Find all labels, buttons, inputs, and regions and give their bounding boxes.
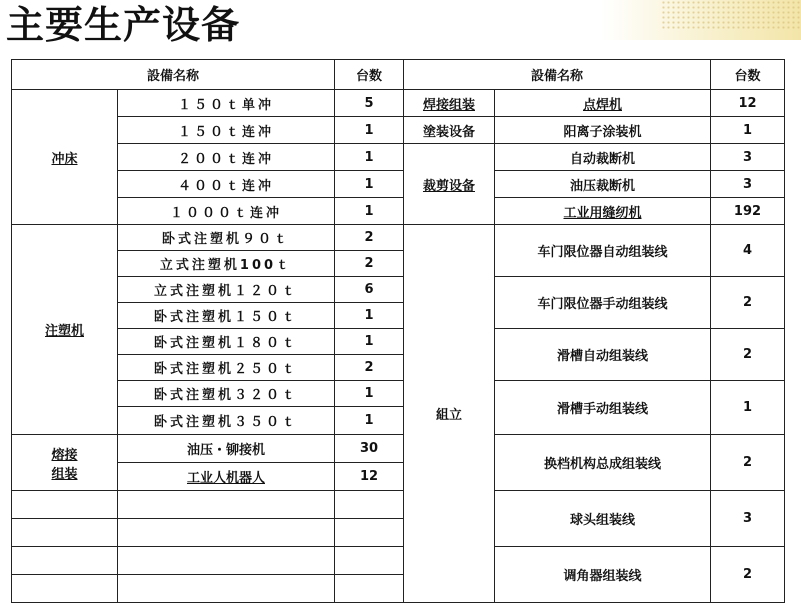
empty-cell — [12, 575, 118, 603]
item-name: 车门限位器自动组装线 — [495, 225, 711, 277]
equipment-table-wrapper — [11, 59, 785, 603]
item-count: 1 — [335, 381, 404, 407]
empty-cell — [118, 547, 335, 575]
item-name: １５０ｔ单冲 — [118, 90, 335, 117]
table-row — [12, 144, 785, 171]
item-count: 5 — [335, 90, 404, 117]
category-weld: 焊接组装 — [404, 90, 495, 117]
empty-cell — [335, 547, 404, 575]
item-name: 阳离子涂装机 — [495, 117, 711, 144]
item-count: 2 — [711, 277, 785, 329]
item-name: 球头组装线 — [495, 491, 711, 547]
item-count: 12 — [335, 463, 404, 491]
item-name: 卧式注塑机３５０ｔ — [118, 407, 335, 435]
table-row — [12, 435, 785, 463]
table-row — [12, 225, 785, 251]
item-count: 12 — [711, 90, 785, 117]
page-title: 主要生产设备 — [6, 3, 241, 47]
item-name: 滑槽手动组装线 — [495, 381, 711, 435]
item-count: 2 — [335, 225, 404, 251]
empty-cell — [12, 491, 118, 519]
item-count: 1 — [711, 381, 785, 435]
item-name: １０００ｔ连冲 — [118, 198, 335, 225]
item-name: 调角器组装线 — [495, 547, 711, 603]
item-count: 192 — [711, 198, 785, 225]
item-name: 点焊机 — [495, 90, 711, 117]
empty-cell — [12, 547, 118, 575]
empty-cell — [335, 491, 404, 519]
table-row — [12, 90, 785, 117]
item-name: 卧式注塑机１８０ｔ — [118, 329, 335, 355]
item-count: 4 — [711, 225, 785, 277]
item-name: 换档机构总成组装线 — [495, 435, 711, 491]
item-count: 1 — [335, 407, 404, 435]
item-count: 1 — [335, 329, 404, 355]
item-count: 3 — [711, 144, 785, 171]
item-count: 1 — [335, 117, 404, 144]
header-count-right: 台数 — [711, 60, 785, 90]
item-name: 卧式注塑机３２０ｔ — [118, 381, 335, 407]
item-name: 油压裁断机 — [495, 171, 711, 198]
table-row — [12, 329, 785, 355]
item-count: 30 — [335, 435, 404, 463]
empty-cell — [118, 575, 335, 603]
equipment-table — [11, 59, 785, 603]
category-assembly: 組立 — [404, 225, 495, 603]
item-count: 2 — [335, 251, 404, 277]
table-row — [12, 277, 785, 303]
item-count: 1 — [335, 198, 404, 225]
item-count: 2 — [711, 435, 785, 491]
item-count: 2 — [711, 329, 785, 381]
item-name: ４００ｔ连冲 — [118, 171, 335, 198]
table-row — [12, 117, 785, 144]
item-name: 立式注塑机100ｔ — [118, 251, 335, 277]
category-paint: 塗装设备 — [404, 117, 495, 144]
item-count: 1 — [335, 144, 404, 171]
item-count: 3 — [711, 491, 785, 547]
category-welding-assembly: 熔接 组装 — [12, 435, 118, 491]
item-name: １５０ｔ连冲 — [118, 117, 335, 144]
item-count: 1 — [711, 117, 785, 144]
item-name: 工业人机器人 — [118, 463, 335, 491]
table-header-row — [12, 60, 785, 90]
empty-cell — [118, 519, 335, 547]
empty-cell — [118, 491, 335, 519]
item-name: 卧式注塑机１５０ｔ — [118, 303, 335, 329]
header-name-right: 設備名称 — [404, 60, 711, 90]
item-name: 卧式注塑机２５０ｔ — [118, 355, 335, 381]
table-row — [12, 547, 785, 575]
item-count: 6 — [335, 277, 404, 303]
category-cutting: 裁剪设备 — [404, 144, 495, 225]
item-count: 3 — [711, 171, 785, 198]
item-count: 1 — [335, 303, 404, 329]
empty-cell — [12, 519, 118, 547]
item-count: 2 — [335, 355, 404, 381]
header-count-left: 台数 — [335, 60, 404, 90]
header-name-left: 設備名称 — [12, 60, 335, 90]
item-name: 工业用缝纫机 — [495, 198, 711, 225]
item-name: 立式注塑机１２０ｔ — [118, 277, 335, 303]
table-row — [12, 381, 785, 407]
category-press: 冲床 — [12, 90, 118, 225]
item-name: 卧式注塑机９０ｔ — [118, 225, 335, 251]
item-count: 1 — [335, 171, 404, 198]
item-name: 车门限位器手动组装线 — [495, 277, 711, 329]
table-row — [12, 491, 785, 519]
item-name: 油压・铆接机 — [118, 435, 335, 463]
empty-cell — [335, 519, 404, 547]
table-row — [12, 198, 785, 225]
item-count: 2 — [711, 547, 785, 603]
category-injection: 注塑机 — [12, 225, 118, 435]
item-name: 自动裁断机 — [495, 144, 711, 171]
table-row — [12, 171, 785, 198]
item-name: ２００ｔ连冲 — [118, 144, 335, 171]
corner-dot-pattern — [661, 0, 801, 30]
item-name: 滑槽自动组装线 — [495, 329, 711, 381]
empty-cell — [335, 575, 404, 603]
